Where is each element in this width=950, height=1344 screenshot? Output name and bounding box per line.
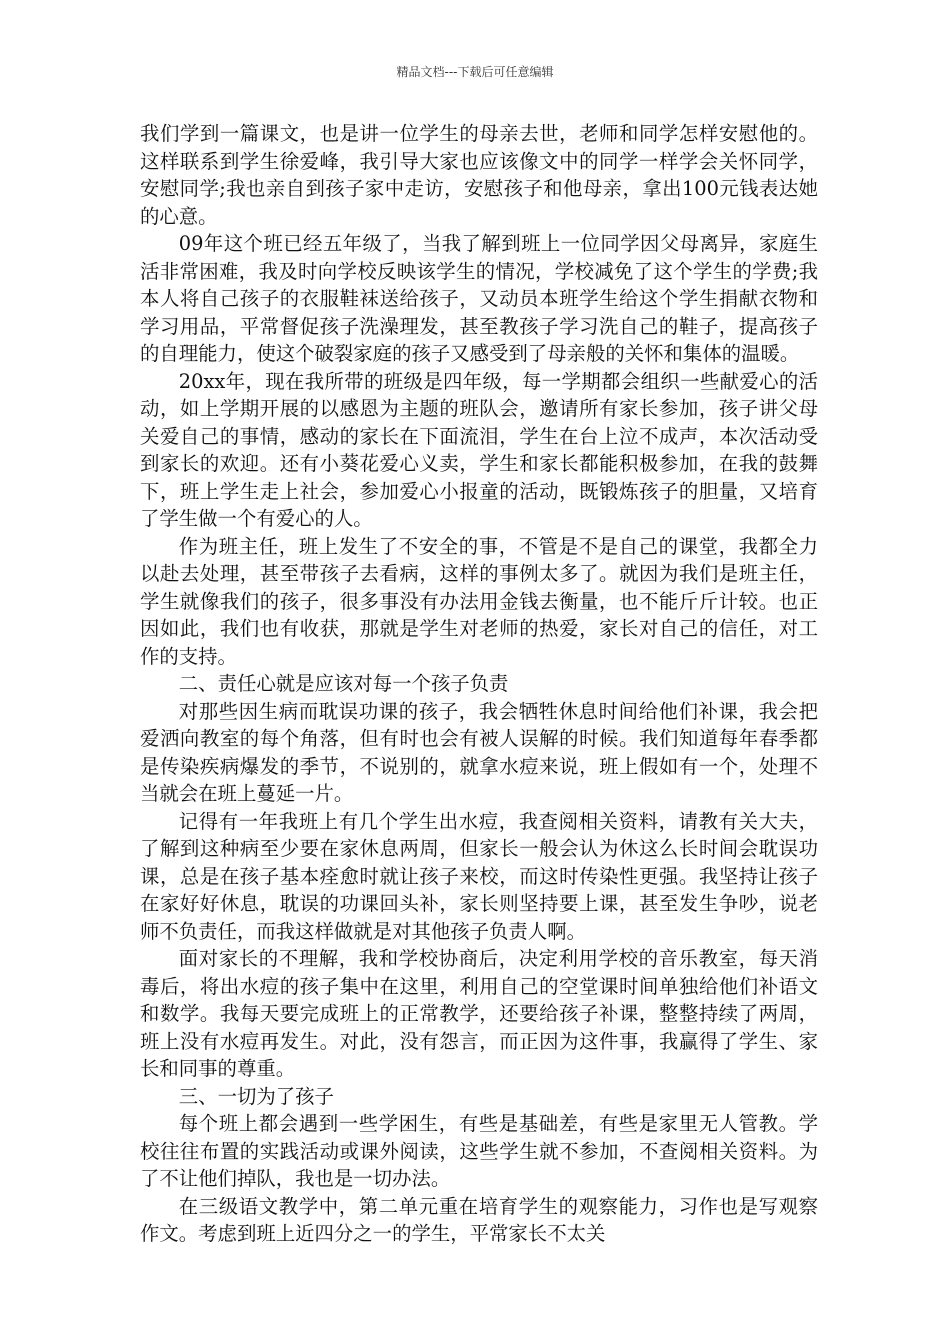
section-heading-3: 三、一切为了孩子	[178, 1084, 334, 1108]
page-header: 精品文档---下载后可任意编辑	[396, 65, 554, 79]
paragraph-1: 我们学到一篇课文，也是讲一位学生的母亲去世，老师和同学怎样安慰他的。这样联系到学生徐爱峰，我引导大家也应该像文中的同学一样学会关怀同学，安慰同学;我也亲自到孩子家中走访，安慰孩子和他母亲，拿出100元钱表达她的心意。	[140, 122, 818, 228]
document-body	[140, 120, 818, 1248]
paragraph-8: 每个班上都会遇到一些学困生，有些是基础差，有些是家里无人管教。学校往往布置的实践活动或课外阅读，这些学生就不参加，不查阅相关资料。为了不让他们掉队，我也是一切办法。	[140, 1112, 818, 1190]
paragraph-9: 在三级语文教学中，第二单元重在培育学生的观察能力，习作也是写观察作文。考虑到班上近四分之一的学生，平常家长不太关	[140, 1194, 818, 1245]
paragraph-7: 面对家长的不理解，我和学校协商后，决定利用学校的音乐教室，每天消毒后，将出水痘的孩子集中在这里，利用自己的空堂课时间单独给他们补语文和数学。我每天要完成班上的正常教学，还要给孩子补课，整整持续了两周，班上没有水痘再发生。对此，没有怨言，而正因为这件事，我赢得了学生、家长和同事的尊重。	[140, 947, 818, 1080]
paragraph-2: 09年这个班已经五年级了，当我了解到班上一位同学因父母离异，家庭生活非常困难，我及时向学校反映该学生的情况，学校减免了这个学生的学费;我本人将自己孩子的衣服鞋袜送给孩子，又动员本班学生给这个学生捐献衣物和学习用品，平常督促孩子洗澡理发，甚至教孩子学习洗自己的鞋子，提高孩子的自理能力，使这个破裂家庭的孩子又感受到了母亲般的关怀和集体的温暖。	[140, 232, 818, 365]
paragraph-6: 记得有一年我班上有几个学生出水痘，我查阅相关资料，请教有关大夫，了解到这种病至少要在家休息两周，但家长一般会认为休这么长时间会耽误功课，总是在孩子基本痊愈时就让孩子来校，而这时传染性更强。我坚持让孩子在家好好休息，耽误的功课回头补，家长则坚持要上课，甚至发生争吵，说老师不负责任，而我这样做就是对其他孩子负责人啊。	[140, 809, 818, 943]
paragraph-5: 对那些因生病而耽误功课的孩子，我会牺牲休息时间给他们补课，我会把爱洒向教室的每个角落，但有时也会有被人误解的时候。我们知道每年春季都是传染疾病爆发的季节，不说别的，就拿水痘来说，班上假如有一个，处理不当就会在班上蔓延一片。	[140, 699, 818, 805]
paragraph-3: 20xx年，现在我所带的班级是四年级，每一学期都会组织一些献爱心的活动，如上学期开展的以感恩为主题的班队会，邀请所有家长参加，孩子讲父母关爱自己的事情，感动的家长在下面流泪，学生在台上泣不成声，本次活动受到家长的欢迎。还有小葵花爱心义卖，学生和家长都能积极参加，在我的鼓舞下，班上学生走上社会，参加爱心小报童的活动，既锻炼孩子的胆量，又培育了学生做一个有爱心的人。	[140, 369, 818, 530]
paragraph-4: 作为班主任，班上发生了不安全的事，不管是不是自己的课堂，我都全力以赴去处理，甚至带孩子去看病，这样的事例太多了。就因为我们是班主任，学生就像我们的孩子，很多事没有办法用金钱去衡量，也不能斤斤计较。也正因如此，我们也有收获，那就是学生对老师的热爱，家长对自己的信任，对工作的支持。	[140, 534, 818, 668]
section-heading-2: 二、责任心就是应该对每一个孩子负责	[178, 672, 509, 695]
